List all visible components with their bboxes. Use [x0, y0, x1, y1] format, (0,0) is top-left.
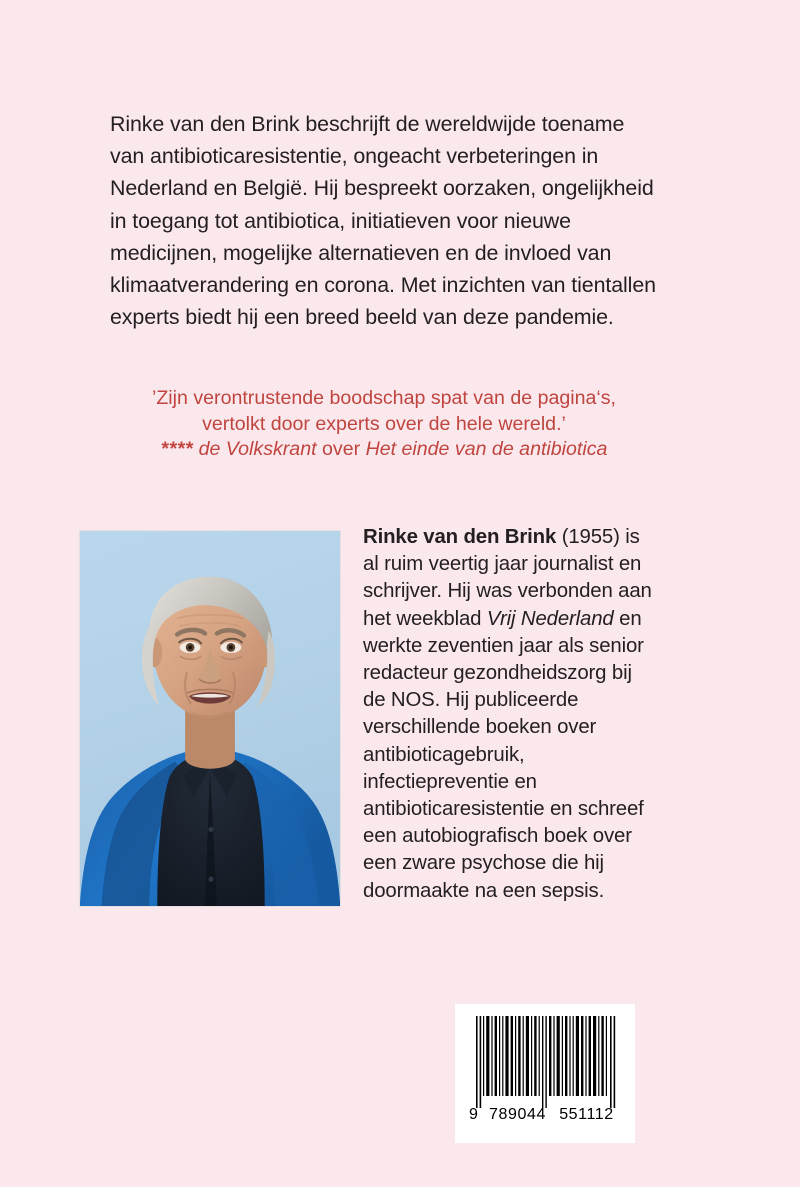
star-rating: **** — [160, 438, 194, 461]
isbn-digits — [469, 1104, 621, 1126]
review-quote-line-1: ’Zijn verontrustende boodschap spat van de pagina‘s, — [151, 387, 617, 409]
reviewed-book-title: Het einde van de antibiotica — [365, 438, 608, 461]
barcode-box — [455, 1004, 635, 1143]
author-photo — [79, 530, 341, 907]
review-connector: over — [322, 438, 361, 461]
magazine-name: Vrij Nederland — [486, 607, 614, 630]
author-name: Rinke van den Brink — [363, 526, 557, 548]
review-source-name: de Volkskrant — [198, 438, 317, 461]
barcode-bars — [469, 1016, 621, 1108]
author-portrait-image — [80, 531, 340, 906]
blurb-paragraph: Rinke van den Brink beschrijft de wereldwijde toename van antibioticaresistentie, ongeacht verbeteringen in Nederland en België. Hij bespreekt oorzaken, ongelijkheid in toegang tot antibiotica, initiatieven voor nieuwe medicijnen, mogelijke alternatieven en de invloed van klimaatverandering en corona. Met inzichten van tientallen experts biedt hij een breed beeld van deze pandemie. — [110, 112, 656, 330]
review-quote-block — [104, 386, 664, 463]
isbn-left-group: 789044 — [489, 1106, 546, 1123]
ean13-barcode-icon — [469, 1016, 621, 1108]
author-bio — [363, 524, 655, 905]
isbn-right-group: 551112 — [559, 1106, 614, 1123]
review-quote-line-2: vertolkt door experts over de hele wereld.’ — [202, 412, 566, 435]
bio-text-part-1: is al ruim veertig jaar journalist en schrijver. Hij was verbonden aan het weekblad — [363, 526, 652, 630]
bio-text-part-2: en werkte zeventien jaar als senior redacteur gezondheidszorg bij de NOS. Hij publiceerde verschillende boeken over antibioticagebruik, infectiepreventie en antibioticaresistentie en schreef een autobiografisch boek over een zware psychose die hij doormaakte na een sepsis. — [363, 607, 644, 902]
review-attribution — [104, 437, 664, 463]
author-birth-year: (1955) — [561, 526, 620, 548]
isbn-lead-digit: 9 — [469, 1106, 479, 1123]
